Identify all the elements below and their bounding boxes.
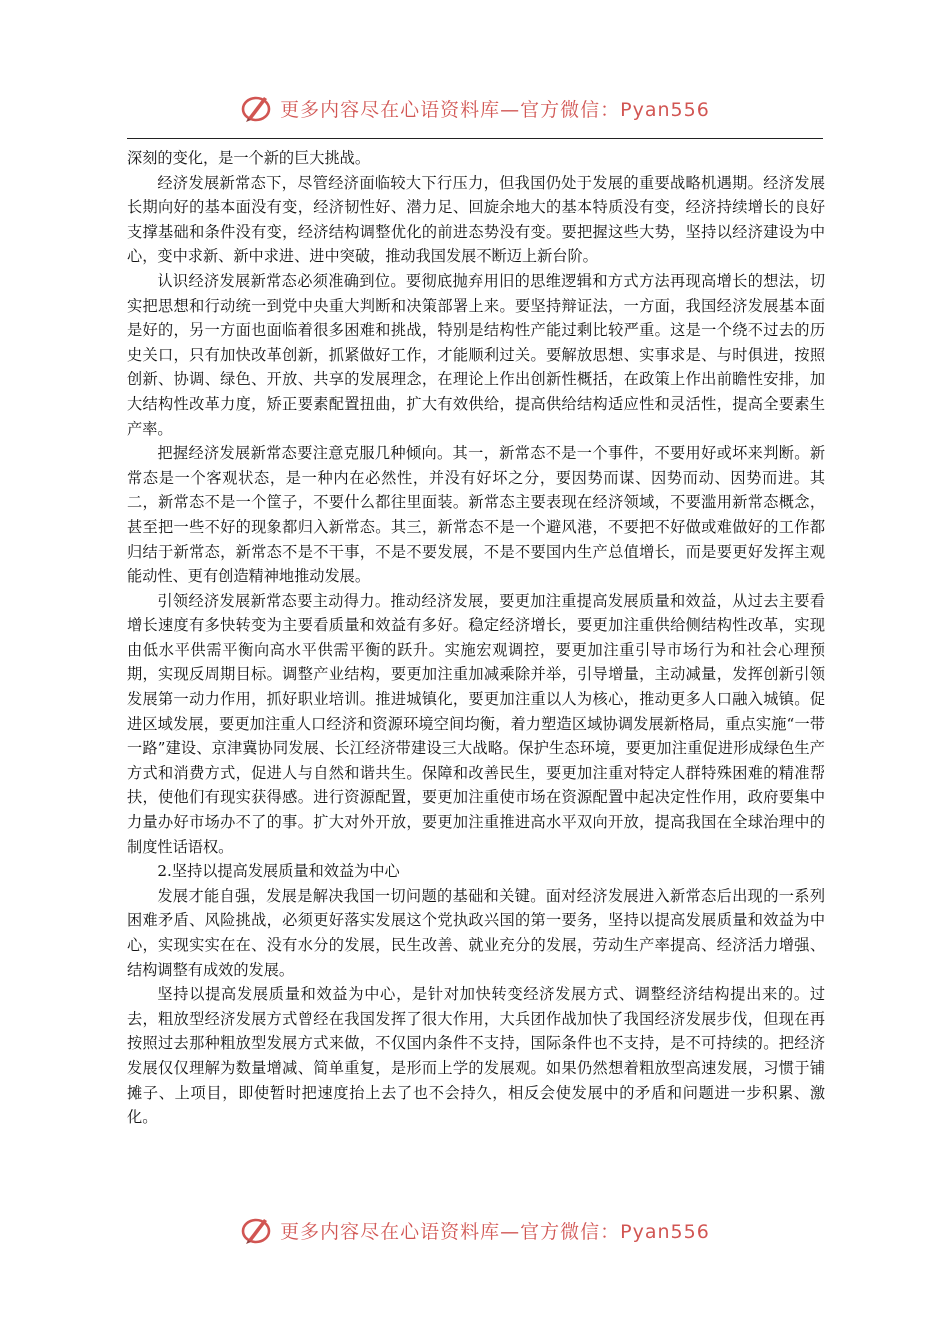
paragraph: 发展才能自强，发展是解决我国一切问题的基础和关键。面对经济发展进入新常态后出现的一系列困难矛盾、风险挑战，必须更好落实发展这个党执政兴国的第一要务，坚持以提高发展质量和效益为中心，实现实实在在、没有水分的发展，民生改善、就业充分的发展，劳动生产率提高、经济活力增强、结构调整有成效的发展。 bbox=[127, 886, 825, 979]
document-body bbox=[127, 146, 825, 1130]
paragraph: 把握经济发展新常态要注意克服几种倾向。其一，新常态不是一个事件，不要用好或坏来判断。新常态是一个客观状态，是一种内在必然性，并没有好坏之分，要因势而谋、因势而动、因势而进。其二，新常态不是一个筐子，不要什么都往里面装。新常态主要表现在经济领域，不要滥用新常态概念，甚至把一些不好的现象都归入新常态。其三，新常态不是一个避风港，不要把不好做或难做好的工作都归结于新常态，新常态不是不干事，不是不要发展，不是不要国内生产总值增长，而是要更好发挥主观能动性、更有创造精神地推动发展。 bbox=[127, 444, 825, 586]
paragraph: 坚持以提高发展质量和效益为中心，是针对加快转变经济发展方式、调整经济结构提出来的。过去，粗放型经济发展方式曾经在我国发挥了很大作用，大兵团作战加快了我国经济发展步伐，但现在再按照过去那种粗放型发展方式来做，不仅国内条件不支持，国际条件也不支持，是不可持续的。把经济发展仅仅理解为数量增减、简单重复，是形而上学的发展观。如果仍然想着粗放型高速发展，习惯于铺摊子、上项目，即使暂时把速度抬上去了也不会持久，相反会使发展中的矛盾和问题进一步积累、激化。 bbox=[127, 985, 825, 1127]
header-divider bbox=[127, 138, 823, 139]
pen-ring-logo-icon bbox=[240, 1213, 274, 1247]
section-heading: 2.坚持以提高发展质量和效益为中心 bbox=[157, 862, 400, 881]
header-banner-text: 更多内容尽在心语资料库—官方微信：Pyan556 bbox=[280, 98, 710, 121]
header-banner bbox=[0, 86, 950, 130]
footer-banner-text: 更多内容尽在心语资料库—官方微信：Pyan556 bbox=[280, 1220, 710, 1243]
pen-ring-logo-icon bbox=[240, 91, 274, 125]
paragraph: 引领经济发展新常态要主动得力。推动经济发展，要更加注重提高发展质量和效益，从过去主要看增长速度有多快转变为主要看质量和效益有多好。稳定经济增长，要更加注重供给侧结构性改革，实现由低水平供需平衡向高水平供需平衡的跃升。实施宏观调控，要更加注重引导市场行为和社会心理预期，实现反周期目标。调整产业结构，要更加注重加减乘除并举，引导增量，主动减量，发挥创新引领发展第一动力作用，抓好职业培训。推进城镇化，要更加注重以人为核心，推动更多人口融入城镇。促进区域发展，要更加注重人口经济和资源环境空间均衡，着力塑造区域协调发展新格局，重点实施“一带一路”建设、京津冀协同发展、长江经济带建设三大战略。保护生态环境，要更加注重促进形成绿色生产方式和消费方式，促进人与自然和谐共生。保障和改善民生，要更加注重对特定人群特殊困难的精准帮扶，使他们有现实获得感。进行资源配置，要更加注重使市场在资源配置中起决定性作用，政府要集中力量办好市场办不了的事。扩大对外开放，要更加注重推进高水平双向开放，提高我国在全球治理中的制度性话语权。 bbox=[127, 591, 825, 856]
paragraph: 深刻的变化，是一个新的巨大挑战。 bbox=[127, 149, 370, 167]
paragraph: 认识经济发展新常态必须准确到位。要彻底抛弃用旧的思维逻辑和方式方法再现高增长的想法，切实把思想和行动统一到党中央重大判断和决策部署上来。要坚持辩证法，一方面，我国经济发展基本面是好的，另一方面也面临着很多困难和挑战，特别是结构性产能过剩比较严重。这是一个绕不过去的历史关口，只有加快改革创新，抓紧做好工作，才能顺利过关。要解放思想、实事求是、与时俱进，按照创新、协调、绿色、开放、共享的发展理念，在理论上作出创新性概括，在政策上作出前瞻性安排，加大结构性改革力度，矫正要素配置扭曲，扩大有效供给，提高供给结构适应性和灵活性，提高全要素生产率。 bbox=[127, 271, 825, 438]
footer-banner bbox=[0, 1208, 950, 1252]
paragraph: 经济发展新常态下，尽管经济面临较大下行压力，但我国仍处于发展的重要战略机遇期。经济发展长期向好的基本面没有变，经济韧性好、潜力足、回旋余地大的基本特质没有变，经济持续增长的良好支撑基础和条件没有变，经济结构调整优化的前进态势没有变。要把握这些大势，坚持以经济建设为中心，变中求新、新中求进、进中突破，推动我国发展不断迈上新台阶。 bbox=[127, 173, 825, 266]
